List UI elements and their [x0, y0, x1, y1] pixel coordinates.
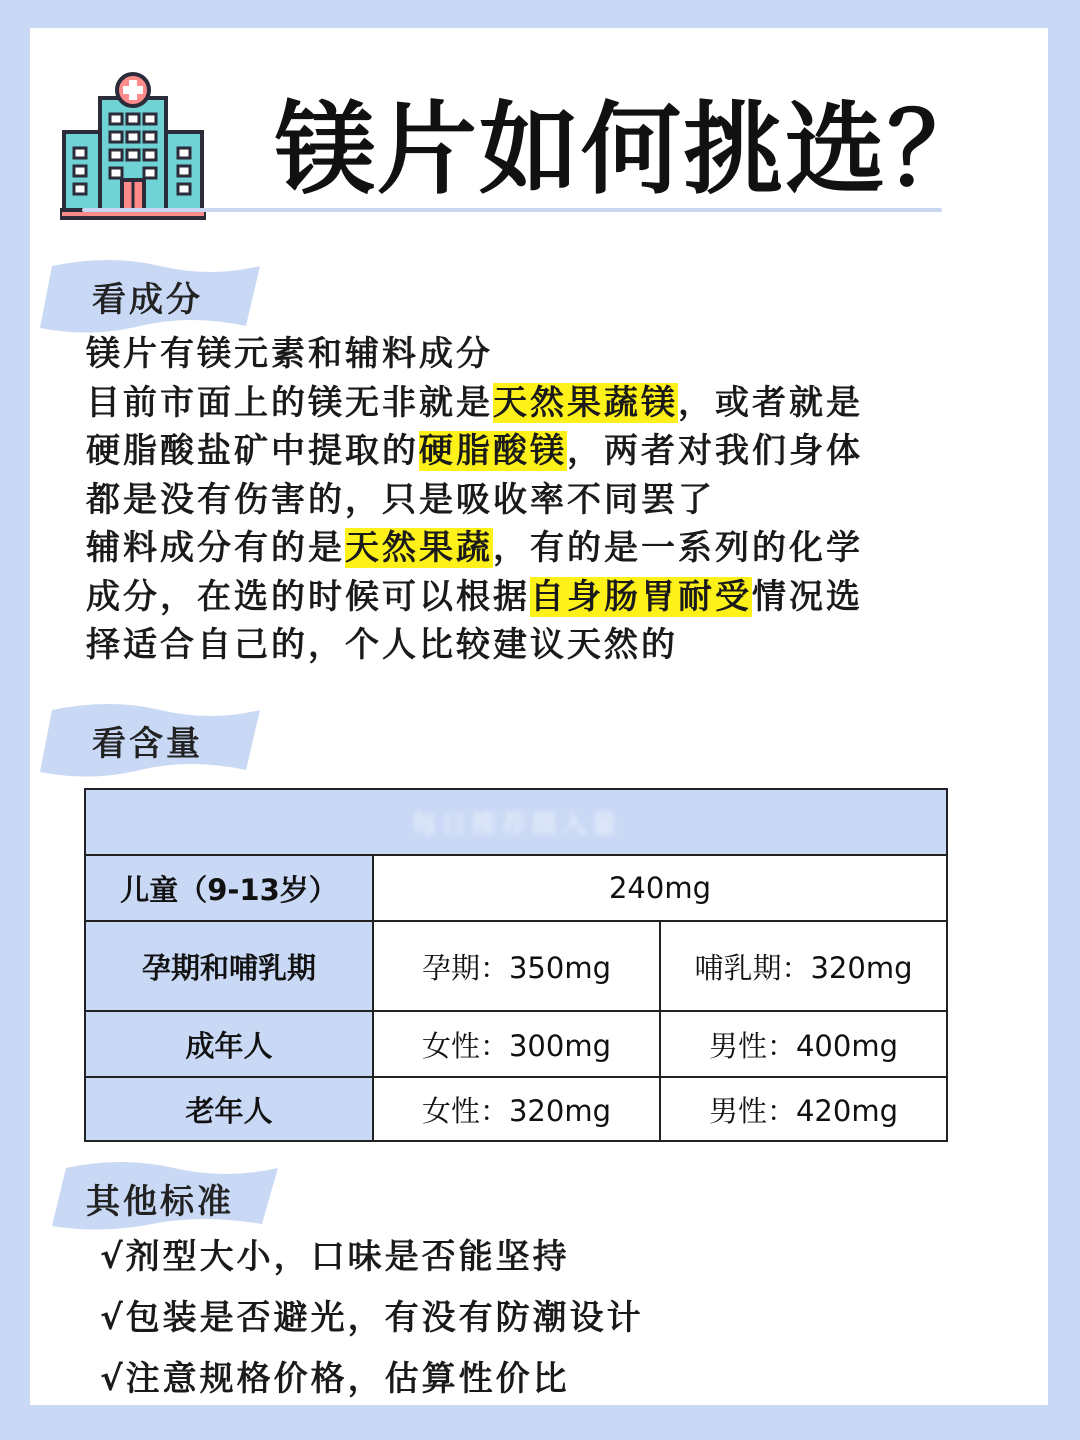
- row-label: 成年人: [85, 1011, 373, 1077]
- cell-value: 240mg: [373, 855, 947, 921]
- highlight: 硬脂酸镁: [419, 431, 567, 471]
- para-line: [86, 427, 946, 476]
- cell-value: 男性：400mg: [660, 1011, 947, 1077]
- section-tag-content: [40, 700, 260, 774]
- text: 目前市面上的镁无非就是: [86, 382, 493, 423]
- list-item: √注意规格价格，估算性价比: [100, 1359, 570, 1399]
- section-tag-ingredients: [40, 256, 260, 330]
- corner-fade: [768, 1295, 1048, 1405]
- section-label-others: 其他标准: [86, 1182, 234, 1222]
- row-label: 孕期和哺乳期: [85, 921, 373, 1011]
- text: 辅料成分有的是: [86, 528, 345, 568]
- table-header: [85, 789, 947, 855]
- text: 情况选: [752, 576, 863, 617]
- blurred-header-text: 每日推荐摄入量: [410, 809, 621, 840]
- cell-value: 男性：420mg: [660, 1077, 947, 1141]
- other-criteria-list: [100, 1227, 644, 1410]
- magnesium-intake-table: [84, 788, 948, 1142]
- text: ，两者对我们身体: [567, 431, 863, 471]
- cell-value: 女性：300mg: [373, 1011, 660, 1077]
- cell-value: 孕期：350mg: [373, 921, 660, 1011]
- para-line: [86, 379, 946, 428]
- text: ，有的是一系列的化学: [493, 528, 863, 568]
- section-tag-others: [52, 1158, 282, 1232]
- row-label: 老年人: [85, 1077, 373, 1141]
- text: 硬脂酸盐矿中提取的: [86, 431, 419, 471]
- highlight: 天然果蔬镁: [493, 382, 678, 423]
- cell-value: 女性：320mg: [373, 1077, 660, 1141]
- list-item: √包装是否避光，有没有防潮设计: [100, 1298, 644, 1338]
- para-line: 都是没有伤害的，只是吸收率不同罢了: [86, 479, 715, 520]
- text: 成分，在选的时候可以根据: [86, 576, 530, 617]
- section-label-ingredients: 看成分: [92, 280, 203, 320]
- hospital-building-icon: [60, 70, 206, 220]
- text: ，或者就是: [678, 382, 863, 423]
- para-line: 择适合自己的，个人比较建议天然的: [86, 625, 678, 665]
- title-divider: [82, 208, 942, 212]
- header: [60, 70, 989, 230]
- section-label-content: 看含量: [92, 724, 203, 764]
- para-line: 镁片有镁元素和辅料成分: [86, 334, 493, 374]
- highlight: 自身肠胃耐受: [530, 576, 752, 617]
- page-title: 镁片如何挑选？: [275, 91, 989, 208]
- cell-value: 哺乳期：320mg: [660, 921, 947, 1011]
- list-item: √剂型大小，口味是否能坚持: [100, 1237, 570, 1277]
- ingredients-paragraph: [86, 330, 946, 670]
- para-line: [86, 524, 946, 573]
- para-line: [86, 573, 946, 622]
- highlight: 天然果蔬: [345, 528, 493, 568]
- row-label: 儿童（9-13岁）: [85, 855, 373, 921]
